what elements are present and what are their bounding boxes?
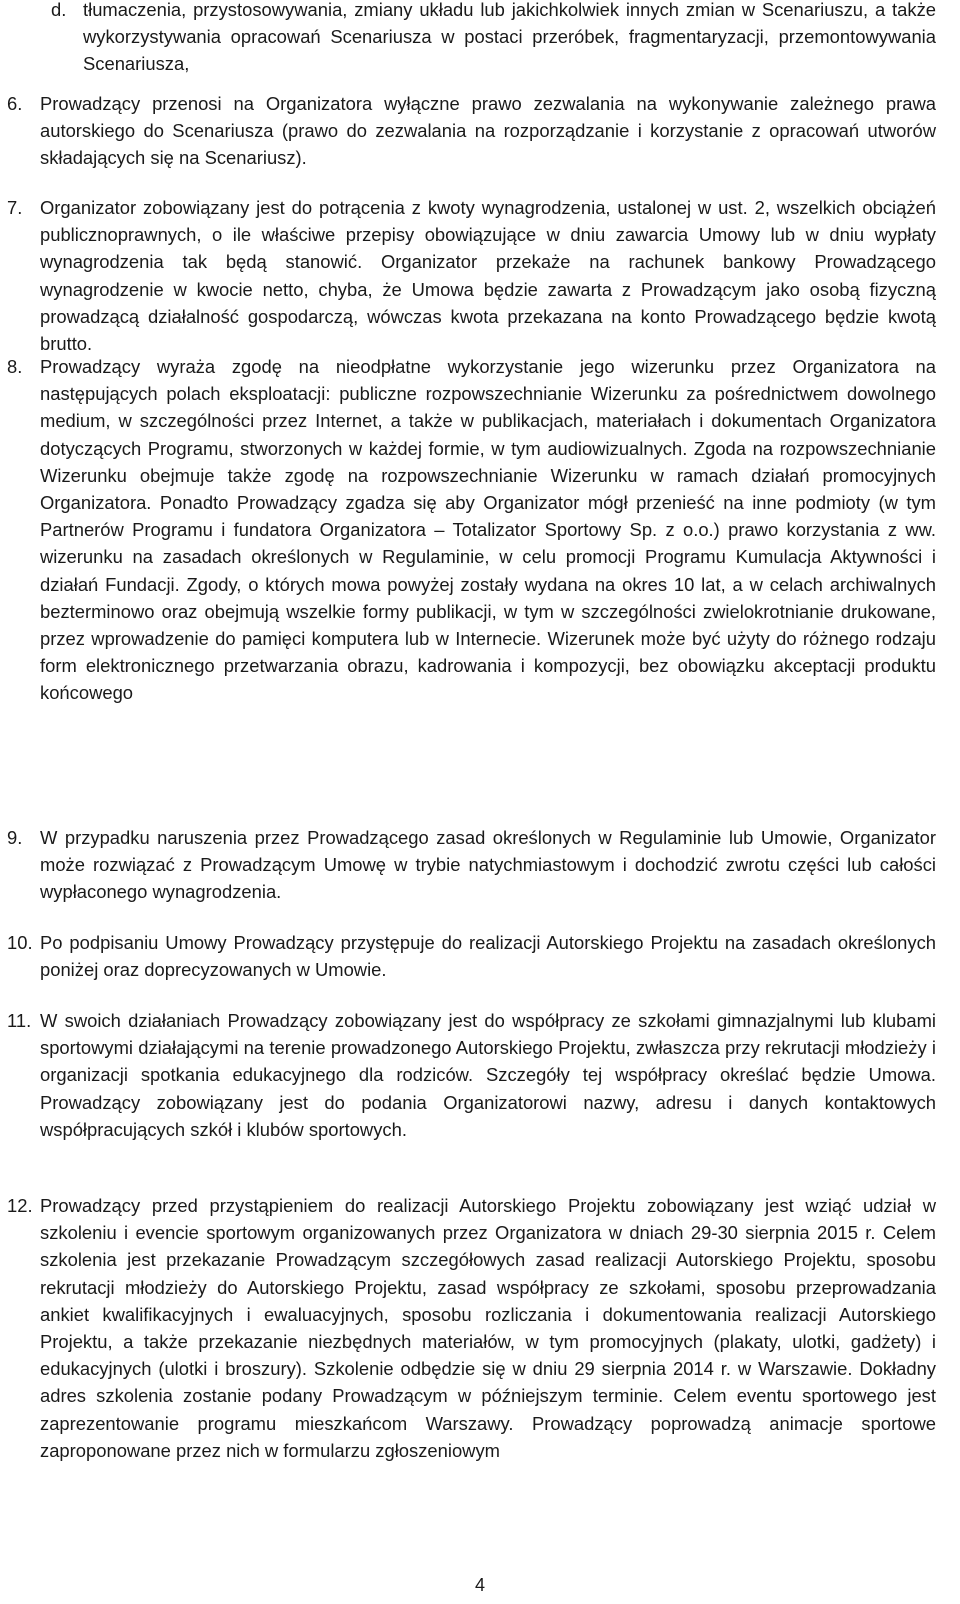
item-text: W swoich działaniach Prowadzący zobowiązany jest do współpracy ze szkołami gimnazjalnymi lub klubami sportowymi działającymi na terenie prowadzonego Autorskiego Projektu, zwłaszcza przy rekrutacji młodzieży i organizacji spotkania edukacyjnego dla rodziców. Szczegóły tej współpracy określać będzie Umowa. Prowadzący zobowiązany jest do podania Organizatorowi nazwy, adresu i danych kontaktowych współpracujących szkół i klubów sportowych. xyxy=(40,1010,936,1140)
list-item-8 xyxy=(7,353,936,707)
item-text: Po podpisaniu Umowy Prowadzący przystępuje do realizacji Autorskiego Projektu na zasadach określonych poniżej oraz doprecyzowanych w Umowie. xyxy=(40,932,936,981)
item-number: d. xyxy=(51,0,67,20)
list-item-d xyxy=(51,0,936,78)
item-text: W przypadku naruszenia przez Prowadzącego zasad określonych w Regulaminie lub Umowie, Organizator może rozwiązać z Prowadzącym Umowę w trybie natychmiastowym i dochodzić zwrotu części lub całości wypłaconego wynagrodzenia. xyxy=(40,827,936,903)
list-item-6 xyxy=(7,90,936,172)
item-text: tłumaczenia, przystosowywania, zmiany układu lub jakichkolwiek innych zmian w Scenariuszu, a także wykorzystywania opracowań Scenariusza w postaci przeróbek, fragmentaryzacji, przemontowywania Scenariusza, xyxy=(83,0,936,75)
list-item-9 xyxy=(7,824,936,906)
list-item-11 xyxy=(7,1007,936,1143)
item-text: Prowadzący przenosi na Organizatora wyłączne prawo zezwalania na wykonywanie zależnego prawa autorskiego do Scenariusza (prawo do zezwalania na rozporządzanie i korzystanie z opracowań utworów składających się na Scenariusz). xyxy=(40,93,936,169)
list-item-7 xyxy=(7,194,936,357)
item-text: Prowadzący przed przystąpieniem do realizacji Autorskiego Projektu zobowiązany jest wziąć udział w szkoleniu i evencie sportowym organizowanych przez Organizatora w dniach 29-30 sierpnia 2015 r. Celem szkolenia jest przekazanie Prowadzącym szczegółowych zasad realizacji Autorskiego Projektu, sposobu rekrutacji młodzieży do Autorskiego Projektu, zasad współpracy ze szkołami, sposobu przeprowadzania ankiet kwalifikacyjnych i ewaluacyjnych, sposobu rozliczania i dokumentowania realizacji Autorskiego Projektu, a także przekazanie niezbędnych materiałów, w tym promocyjnych (plakaty, ulotki, gadżety) i edukacyjnych (ulotki i broszury). Szkolenie odbędzie się w dniu 29 sierpnia 2014 r. w Warszawie. Dokładny adres szkolenia zostanie podany Prowadzącym w późniejszym terminie. Celem eventu sportowego jest zaprezentowanie programu mieszkańcom Warszawy. Prowadzący poprowadzą animacje sportowe zaproponowane przez nich w formularzu zgłoszeniowym xyxy=(40,1195,936,1461)
item-number: 6. xyxy=(7,93,23,114)
list-item-10 xyxy=(7,929,936,983)
item-number: 7. xyxy=(7,197,23,218)
page-number: 4 xyxy=(474,1575,485,1595)
item-number: 9. xyxy=(7,827,23,848)
item-number: 10. xyxy=(7,932,33,953)
list-item-12 xyxy=(7,1192,936,1464)
item-text: Prowadzący wyraża zgodę na nieodpłatne wykorzystanie jego wizerunku przez Organizatora na następujących polach eksploatacji: publiczne rozpowszechnianie Wizerunku za pośrednictwem dowolnego medium, w szczególności przez Internet, a także w publikacjach, materiałach i dokumentach Organizatora dotyczących Programu, stworzonych w każdej formie, w tym audiowizualnych. Zgoda na rozpowszechnianie Wizerunku obejmuje także zgodę na rozpowszechnianie Wizerunku w ramach działań promocyjnych Organizatora. Ponadto Prowadzący zgadza się aby Organizator mógł przenieść na inne podmioty (w tym Partnerów Programu i fundatora Organizatora – Totalizator Sportowy Sp. z o.o.) prawo korzystania z ww. wizerunku na zasadach określonych w Regulaminie, w celu promocji Programu Kumulacja Aktywności i działań Fundacji. Zgody, o których mowa powyżej zostały wydana na okres 10 lat, a w celach archiwalnych bezterminowo oraz obejmują wszelkie formy publikacji, w tym w szczególności zwielokrotnianie drukowane, przez wprowadzenie do pamięci komputera lub w Internecie. Wizerunek może być użyty do różnego rodzaju form elektronicznego przetwarzania obrazu, kadrowania i kompozycji, bez obowiązku akceptacji produktu końcowego xyxy=(40,356,936,704)
item-number: 8. xyxy=(7,356,23,377)
item-text: Organizator zobowiązany jest do potrącenia z kwoty wynagrodzenia, ustalonej w ust. 2, wszelkich obciążeń publicznoprawnych, o ile właściwe przepisy obowiązujące w dniu zawarcia Umowy lub w dniu wypłaty wynagrodzenia tak będą stanowić. Organizator przekaże na rachunek bankowy Prowadzącego wynagrodzenie w kwocie netto, chyba, że Umowa będzie zawarta z Prowadzącym jako osobą fizyczną prowadzącą działalność gospodarczą, wówczas kwota przekazana na konto Prowadzącego będzie kwotą brutto. xyxy=(40,197,936,355)
item-number: 11. xyxy=(7,1010,32,1031)
item-number: 12. xyxy=(7,1195,33,1216)
